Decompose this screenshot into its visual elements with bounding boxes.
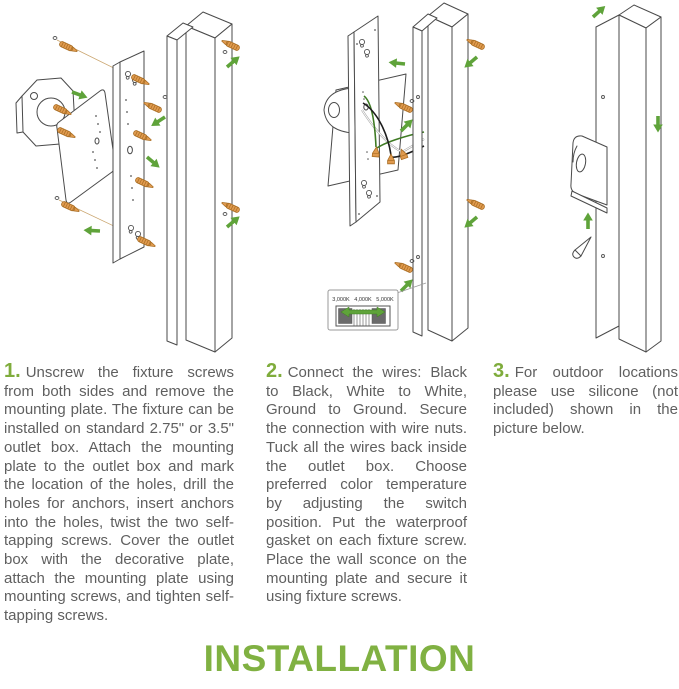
step-2-paragraph	[266, 362, 467, 607]
color-temp-callout	[328, 283, 426, 330]
screw-icon	[143, 100, 163, 113]
green-arrow-icon	[149, 113, 168, 130]
step-1-paragraph	[4, 362, 234, 626]
step-2	[266, 362, 467, 607]
green-arrow-icon	[144, 153, 163, 171]
green-arrow-icon	[590, 2, 609, 20]
diagram-step-1	[16, 12, 243, 352]
step-3	[493, 362, 678, 439]
green-arrow-icon	[583, 213, 593, 230]
green-arrow-icon	[83, 225, 100, 235]
step-1-number: 1.	[4, 360, 21, 382]
wall-sconce-drawing	[413, 3, 468, 341]
instruction-steps	[4, 362, 679, 626]
step-3-paragraph	[493, 362, 678, 439]
silicone-nozzle-drawing	[573, 237, 591, 258]
diagram-step-2	[324, 3, 485, 341]
diagram-step-3	[571, 2, 663, 352]
temp-label-4000k: 4,000K	[354, 297, 372, 303]
temp-label-3000k: 3,000K	[332, 297, 350, 303]
mounting-plate-drawing	[348, 16, 380, 226]
step-2-text: Connect the wires: Black to Black, White to White, Ground to Ground. Secure the connection with wire nuts. Tuck all the wires back inside the outlet box. Choose preferred color temperature by adjusting the switch position. Put the waterproof gasket on each fixture screw. Place the wall sconce on the mounting plate and secure it using fixture screws.	[266, 364, 467, 606]
step-1	[4, 362, 234, 626]
step-3-number: 3.	[493, 360, 510, 382]
green-arrow-icon	[388, 58, 405, 69]
step-2-number: 2.	[266, 360, 283, 382]
step-3-text: For outdoor locations please use silicone (not included) shown in the picture below.	[493, 364, 678, 438]
screw-icon	[466, 37, 486, 50]
screw-icon	[59, 41, 79, 54]
back-plate-edge-drawing	[571, 136, 607, 213]
step-1-text: Unscrew the fixture screws from both sides and remove the mounting plate. The fixture can be installed on standard 2.75" or 3.5" outlet box. Attach the mounting plate to the outlet box and mark the location of the holes, drill the holes for anchors, insert anchors into the holes, twist the two self-tapping screws. Cover the outlet box with the decorative plate, attach the mounting plate using mounting screws, and tighten self-tapping screws.	[4, 364, 234, 625]
color-temp-switch	[336, 306, 390, 326]
page-title: INSTALLATION	[203, 637, 476, 679]
screw-icon	[466, 197, 486, 210]
temp-label-5000k: 5,000K	[376, 297, 394, 303]
wall-sconce-drawing	[167, 12, 232, 352]
